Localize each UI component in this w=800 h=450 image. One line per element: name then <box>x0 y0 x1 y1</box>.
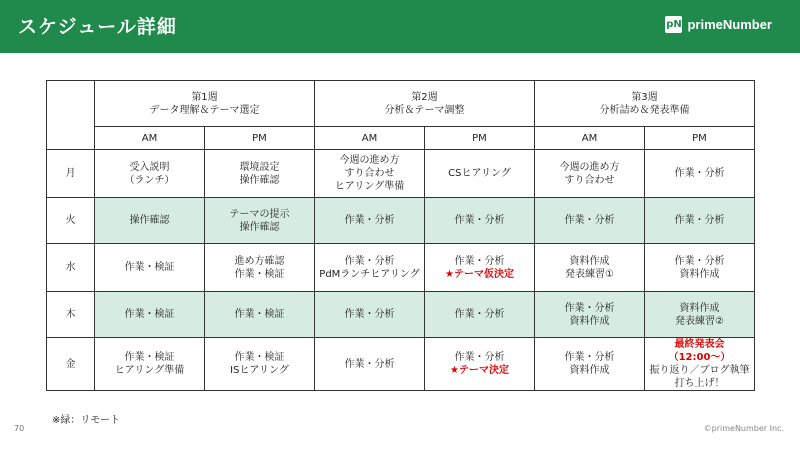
schedule-cell <box>95 244 205 292</box>
cell-line: 作業・分析 <box>454 309 505 320</box>
schedule-table <box>46 80 755 391</box>
week-subtitle: データ理解＆テーマ選定 <box>149 104 260 116</box>
slot-header: PM <box>205 127 315 150</box>
schedule-cell <box>205 244 315 292</box>
cell-line: 発表練習② <box>675 315 724 327</box>
schedule-cell <box>535 150 645 198</box>
cell-line: 作業・分析 <box>454 255 505 267</box>
cell-line: PdMランチヒアリング <box>319 268 420 280</box>
cell-line: 操作確認 <box>239 221 280 233</box>
schedule-cell <box>205 292 315 338</box>
week-subtitle: 分析＆テーマ調整 <box>384 104 465 116</box>
schedule-cell <box>95 198 205 244</box>
week-subtitle: 分析詰め＆発表準備 <box>599 104 690 116</box>
cell-line: 進め方確認 <box>234 255 285 267</box>
slot-header: AM <box>95 127 205 150</box>
cell-line: 作業・検証 <box>124 309 175 320</box>
cell-line: 打ち上げ！ <box>674 378 725 389</box>
cell-line: 作業・分析 <box>344 358 395 370</box>
schedule-cell <box>425 338 535 391</box>
schedule-cell <box>425 150 535 198</box>
cell-line: 操作確認 <box>239 174 280 186</box>
cell-line: 資料作成 <box>679 268 720 280</box>
schedule-cell <box>315 244 425 292</box>
schedule-cell <box>425 292 535 338</box>
cell-line: ★テーマ仮決定 <box>445 268 514 280</box>
schedule-cell <box>645 338 755 391</box>
cell-line: 作業・分析 <box>344 255 395 267</box>
schedule-cell <box>95 150 205 198</box>
cell-line: 今週の進め方 <box>339 155 400 166</box>
cell-line: 作業・分析 <box>344 215 395 226</box>
slot-header: AM <box>535 127 645 150</box>
day-label: 木 <box>47 292 95 338</box>
schedule-cell <box>95 338 205 391</box>
day-label: 金 <box>47 338 95 391</box>
week-label: 第3週 <box>631 91 658 103</box>
cell-line: 作業・分析 <box>564 302 615 314</box>
cell-line: （12:00～） <box>668 352 731 363</box>
week-header <box>535 81 755 127</box>
remote-legend-note: ※緑：リモート <box>52 415 120 426</box>
schedule-cell <box>535 338 645 391</box>
cell-line: すり合わせ <box>344 168 395 179</box>
cell-line: 作業・分析 <box>564 215 615 226</box>
slot-header: AM <box>315 127 425 150</box>
cell-line: 受入説明 <box>129 161 170 173</box>
cell-line: 最終発表会 <box>674 339 725 350</box>
schedule-cell <box>205 150 315 198</box>
cell-line: 作業・分析 <box>674 168 725 179</box>
cell-line: テーマの提示 <box>229 208 290 220</box>
schedule-cell <box>95 292 205 338</box>
schedule-cell <box>535 292 645 338</box>
cell-line: 操作確認 <box>129 215 170 226</box>
slot-header: PM <box>425 127 535 150</box>
table-row <box>47 338 755 391</box>
cell-line: 資料作成 <box>569 315 610 327</box>
schedule-cell <box>645 244 755 292</box>
page-number: 70 <box>14 424 25 433</box>
schedule-cell <box>315 338 425 391</box>
day-label: 月 <box>47 150 95 198</box>
header-bar <box>0 0 800 53</box>
schedule-cell <box>535 244 645 292</box>
cell-line: （ランチ） <box>124 174 175 186</box>
table-row <box>47 150 755 198</box>
week-header <box>315 81 535 127</box>
cell-line: 資料作成 <box>569 365 610 376</box>
schedule-cell <box>425 198 535 244</box>
cell-line: 資料作成 <box>679 302 720 314</box>
cell-line: ヒアリング準備 <box>114 365 185 376</box>
brand-logo <box>665 16 772 33</box>
cell-line: 今週の進め方 <box>559 161 620 173</box>
day-label: 水 <box>47 244 95 292</box>
page-title: スケジュール詳細 <box>18 16 177 38</box>
schedule-cell <box>645 150 755 198</box>
cell-line: 環境設定 <box>239 161 280 173</box>
schedule-cell <box>645 198 755 244</box>
cell-line: ★テーマ決定 <box>450 365 509 376</box>
logo-icon: pN <box>665 16 682 33</box>
schedule-cell <box>645 292 755 338</box>
cell-line: 作業・分析 <box>454 352 505 363</box>
cell-line: 作業・検証 <box>234 352 285 363</box>
cell-line: ヒアリング準備 <box>334 181 405 192</box>
corner-cell <box>47 81 95 150</box>
schedule-cell <box>425 244 535 292</box>
week-header-row <box>47 81 755 127</box>
week-label: 第1週 <box>191 91 218 103</box>
schedule-cell <box>205 198 315 244</box>
table-row <box>47 292 755 338</box>
cell-line: 作業・検証 <box>234 309 285 320</box>
week-label: 第2週 <box>411 91 438 103</box>
slot-header-row <box>47 127 755 150</box>
cell-line: ISヒアリング <box>230 365 289 376</box>
logo-text: primeNumber <box>687 17 772 32</box>
slot-header: PM <box>645 127 755 150</box>
cell-line: 作業・検証 <box>124 352 175 363</box>
cell-line: 作業・検証 <box>234 268 285 280</box>
schedule-cell <box>535 198 645 244</box>
cell-line: 作業・分析 <box>344 309 395 320</box>
schedule-cell <box>315 198 425 244</box>
cell-line: CSヒアリング <box>448 168 511 179</box>
cell-line: すり合わせ <box>564 174 615 186</box>
week-header <box>95 81 315 127</box>
cell-line: 発表練習① <box>565 268 614 280</box>
cell-line: 作業・分析 <box>674 255 725 267</box>
cell-line: 振り返り／ブログ執筆 <box>649 365 750 376</box>
copyright: ©primeNumber Inc. <box>703 424 784 433</box>
schedule-cell <box>205 338 315 391</box>
table-row <box>47 244 755 292</box>
cell-line: 作業・分析 <box>454 215 505 226</box>
schedule-cell <box>315 150 425 198</box>
cell-line: 作業・検証 <box>124 262 175 273</box>
day-label: 火 <box>47 198 95 244</box>
cell-line: 作業・分析 <box>674 215 725 226</box>
schedule-cell <box>315 292 425 338</box>
cell-line: 資料作成 <box>569 255 610 267</box>
schedule-body <box>47 150 755 391</box>
table-row <box>47 198 755 244</box>
cell-line: 作業・分析 <box>564 352 615 363</box>
